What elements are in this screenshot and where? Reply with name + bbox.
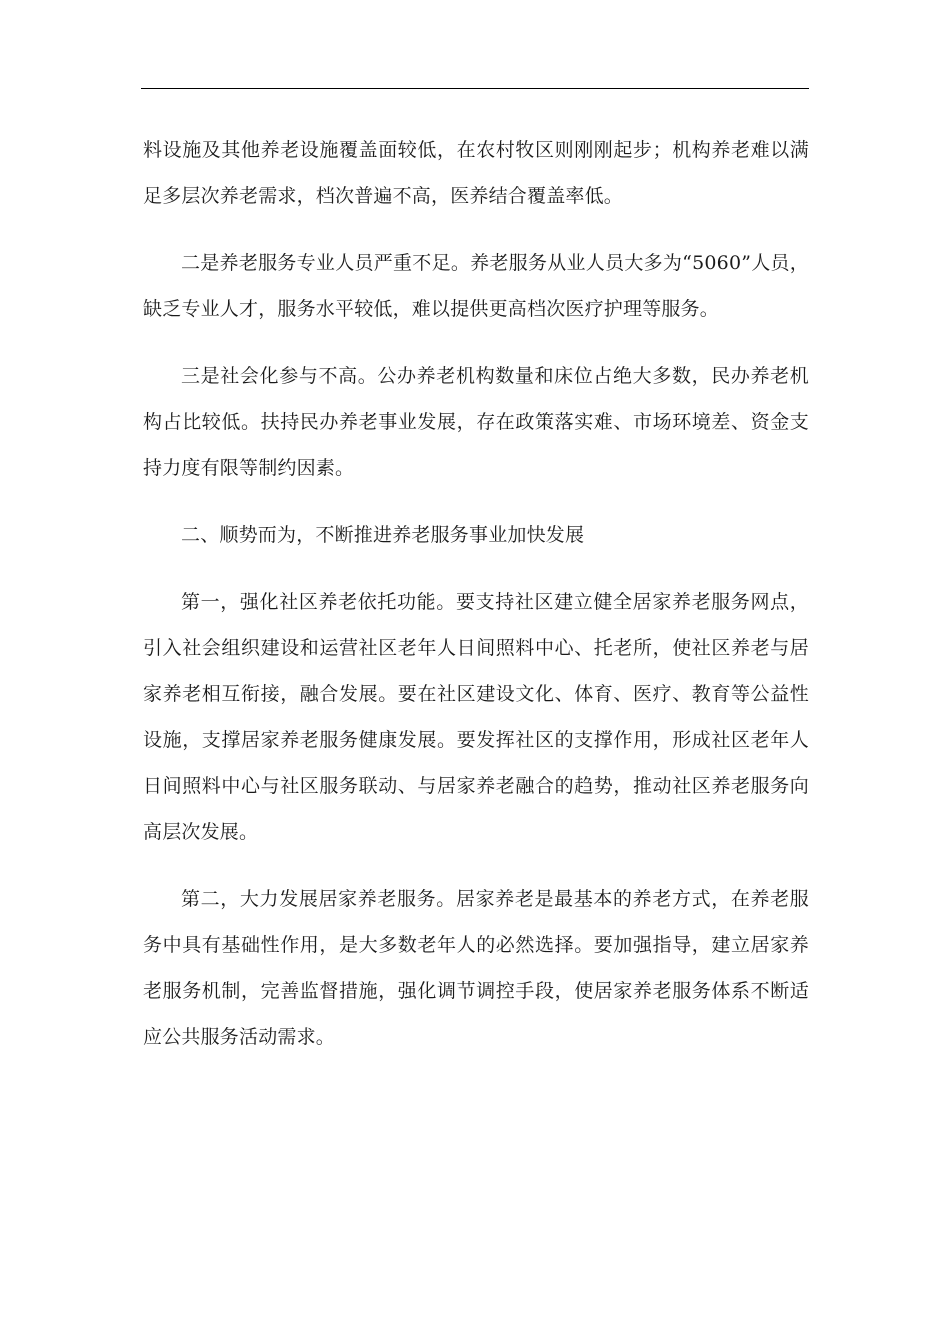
paragraph-3: 三是社会化参与不高。公办养老机构数量和床位占绝大多数，民办养老机构占比较低。扶持民办养老事业发展，存在政策落实难、市场环境差、资金支持力度有限等制约因素。 [143,365,809,479]
paragraph-1: 料设施及其他养老设施覆盖面较低，在农村牧区则刚刚起步；机构养老难以满足多层次养老需求，档次普遍不高，医养结合覆盖率低。 [143,139,809,207]
header-rule [141,88,809,89]
document-body [143,127,809,1081]
paragraph-2: 二是养老服务专业人员严重不足。养老服务从业人员大多为“5060”人员，缺乏专业人才，服务水平较低，难以提供更高档次医疗护理等服务。 [143,252,809,320]
paragraph-6: 第二，大力发展居家养老服务。居家养老是最基本的养老方式，在养老服务中具有基础性作用，是大多数老年人的必然选择。要加强指导，建立居家养老服务机制，完善监督措施，强化调节调控手段，使居家养老服务体系不断适应公共服务活动需求。 [143,888,809,1048]
paragraph-5: 第一，强化社区养老依托功能。要支持社区建立健全居家养老服务网点，引入社会组织建设和运营社区老年人日间照料中心、托老所，使社区养老与居家养老相互衔接，融合发展。要在社区建设文化、体育、医疗、教育等公益性设施，支撑居家养老服务健康发展。要发挥社区的支撑作用，形成社区老年人日间照料中心与社区服务联动、与居家养老融合的趋势，推动社区养老服务向高层次发展。 [143,591,809,843]
section-heading: 二、顺势而为，不断推进养老服务事业加快发展 [181,524,585,546]
